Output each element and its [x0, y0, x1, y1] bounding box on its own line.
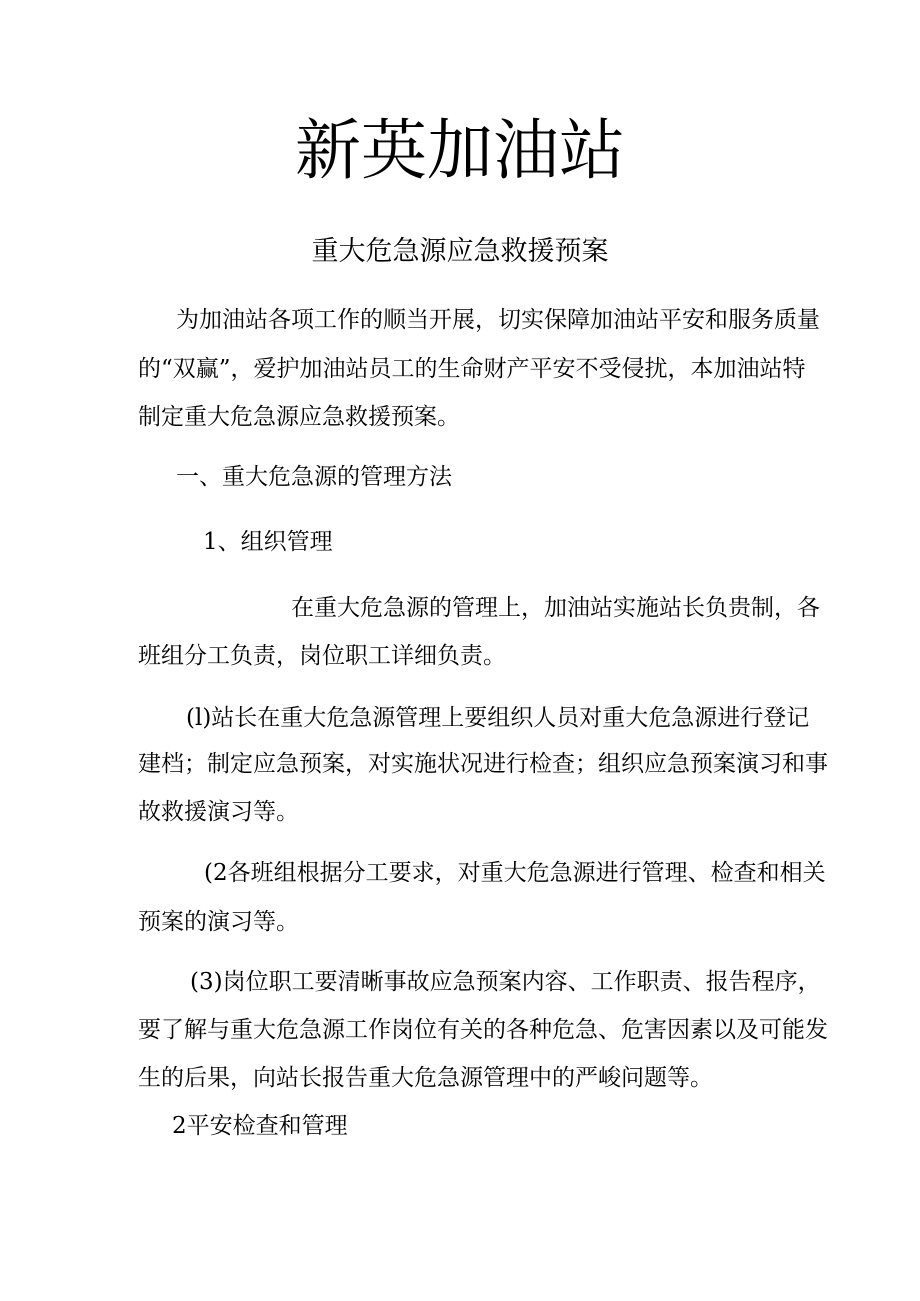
item-3-line-2: 要了解与重大危急源工作岗位有关的各种危急、危害因素以及可能发: [138, 1017, 828, 1043]
item-3-line-3: 生的后果，向站长报告重大危急源管理中的严峻问题等。: [138, 1065, 713, 1091]
document-subtitle: 重大危急源应急救援预案: [311, 236, 609, 267]
subsection-1-line-2: 班组分工负责，岗位职工详细负责。: [138, 643, 506, 669]
intro-line-3: 制定重大危急源应急救援预案。: [138, 404, 460, 430]
subsection-1-heading: 1、组织管理: [203, 529, 333, 555]
document-title: 新英加油站: [295, 112, 625, 189]
item-2-line-1: (2各班组根据分工要求，对重大危急源进行管理、检查和相关: [204, 860, 826, 886]
item-1-line-3: 故救援演习等。: [138, 799, 299, 825]
item-3-line-1: (3)岗位职工要清晰事故应急预案内容、工作职责、报告程序，: [190, 969, 821, 995]
item-2-line-2: 预案的演习等。: [138, 909, 299, 935]
intro-line-2: 的“双赢”，爱护加油站员工的生命财产平安不受侵扰，本加油站特: [138, 356, 806, 382]
item-1-line-1: (l)站长在重大危急源管理上要组织人员对重大危急源进行登记: [186, 705, 810, 731]
item-1-line-2: 建档；制定应急预案，对实施状况进行检查；组织应急预案演习和事: [138, 751, 828, 777]
subsection-2-heading: 2平安检查和管理: [172, 1113, 348, 1139]
section-1-heading: 一、重大危急源的管理方法: [176, 464, 452, 490]
subsection-1-line-1: 在重大危急源的管理上，加油站实施站长负贵制，各: [291, 595, 820, 621]
intro-line-1: 为加油站各项工作的顺当开展，切实保障加油站平安和服务质量: [176, 307, 820, 333]
